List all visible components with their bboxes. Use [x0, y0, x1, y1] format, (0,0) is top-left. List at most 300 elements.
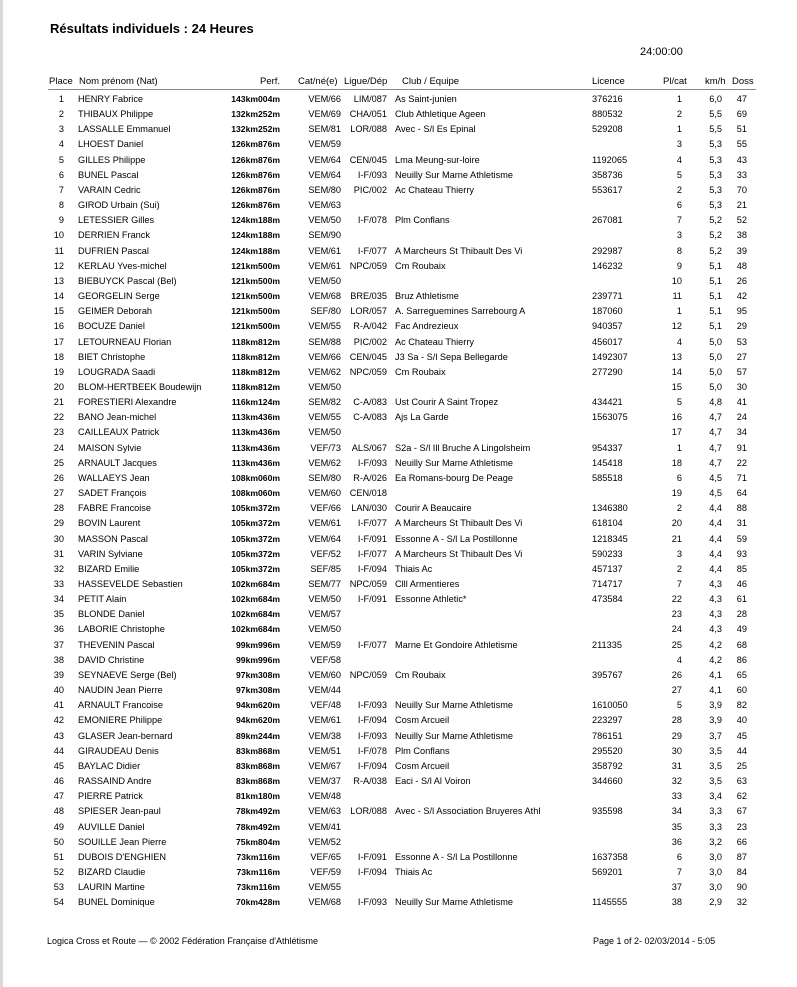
result-ligue: I-F/093: [357, 457, 387, 468]
result-place: 6: [58, 169, 64, 180]
result-name: GIRAUDEAU Denis: [78, 745, 159, 756]
result-speed: 3,4: [709, 791, 722, 802]
result-category: VEM/44: [308, 685, 341, 696]
table-row: [0, 244, 797, 259]
result-licence: 376216: [592, 94, 623, 104]
result-bib: 71: [736, 472, 747, 483]
result-category: VEM/51: [308, 745, 341, 756]
result-bib: 21: [736, 200, 747, 211]
result-licence: 618104: [592, 518, 623, 529]
result-speed: 4,1: [709, 669, 722, 680]
result-ligue: R-A/026: [353, 472, 387, 483]
result-ligue: CHA/051: [349, 109, 387, 120]
result-place-in-category: 13: [671, 351, 682, 362]
result-speed: 3,0: [709, 851, 722, 862]
result-performance: 83km868m: [236, 760, 280, 771]
result-speed: 4,3: [709, 579, 722, 589]
result-club: S2a - S/l Ill Bruche A Lingolsheim: [395, 442, 531, 453]
result-ligue: NPC/059: [349, 579, 387, 589]
result-name: LASSALLE Emmanuel: [78, 124, 171, 135]
result-place-in-category: 6: [676, 851, 682, 862]
result-place: 5: [58, 154, 64, 165]
result-licence: 292987: [592, 245, 623, 256]
result-club: Clll Armentieres: [395, 579, 460, 589]
result-category: SEF/85: [310, 563, 341, 574]
result-bib: 88: [736, 503, 747, 514]
table-row: [0, 607, 797, 622]
result-place-in-category: 15: [671, 381, 682, 392]
result-ligue: I-F/077: [357, 245, 387, 256]
header-place: Place: [49, 76, 73, 87]
result-name: MASSON Pascal: [78, 533, 148, 544]
result-place-in-category: 2: [676, 563, 682, 574]
result-place-in-category: 32: [671, 776, 682, 787]
result-bib: 60: [736, 685, 747, 696]
result-club: Ust Courir A Saint Tropez: [395, 397, 499, 408]
result-bib: 87: [736, 851, 747, 862]
result-speed: 3,0: [709, 866, 722, 877]
result-category: VEM/50: [308, 427, 341, 438]
result-category: VEM/48: [308, 791, 341, 802]
result-name: DUBOIS D'ENGHIEN: [78, 851, 167, 862]
result-ligue: I-F/094: [357, 760, 387, 771]
result-place: 49: [53, 821, 64, 832]
result-bib: 59: [736, 533, 747, 544]
result-performance: 113km436m: [231, 442, 280, 453]
result-speed: 3,3: [709, 806, 722, 817]
result-name: MAISON Sylvie: [78, 442, 142, 453]
header-perf: Perf.: [260, 76, 281, 87]
result-category: VEM/61: [308, 260, 341, 271]
result-place-in-category: 4: [676, 154, 682, 165]
result-club: A Marcheurs St Thibault Des Vi: [395, 245, 523, 256]
result-name: HASSEVELDE Sebastien: [78, 579, 183, 589]
table-row: [0, 183, 797, 198]
result-performance: 113km436m: [231, 427, 280, 438]
table-row: [0, 759, 797, 774]
result-ligue: R-A/038: [353, 776, 387, 787]
result-club: A Marcheurs St Thibault Des Vi: [395, 548, 523, 559]
result-bib: 38: [736, 230, 747, 241]
result-place: 43: [53, 730, 64, 741]
result-place-in-category: 4: [676, 336, 682, 347]
result-licence: 1610050: [592, 700, 628, 711]
result-name: BOVIN Laurent: [78, 518, 141, 529]
result-name: PETIT Alain: [78, 594, 127, 605]
result-ligue: I-F/077: [357, 518, 387, 529]
result-speed: 4,5: [709, 472, 722, 483]
results-table: [0, 92, 797, 910]
result-club: Ajs La Garde: [395, 412, 449, 423]
table-row: [0, 653, 797, 668]
result-licence: 358792: [592, 760, 623, 771]
result-speed: 5,3: [709, 184, 722, 195]
result-ligue: I-F/091: [357, 851, 387, 862]
footer-page-info: Page 1 of 2- 02/03/2014 - 5:05: [593, 936, 716, 946]
result-club: A. Sarreguemines Sarrebourg A: [395, 306, 526, 317]
table-row: [0, 622, 797, 637]
result-category: SEM/88: [308, 336, 341, 347]
result-name: BIZARD Claudie: [78, 866, 146, 877]
result-place: 13: [53, 275, 64, 286]
table-row: [0, 804, 797, 819]
result-club: Cm Roubaix: [395, 669, 446, 680]
result-ligue: NPC/059: [349, 669, 387, 680]
result-performance: 83km868m: [236, 745, 280, 756]
result-place: 8: [58, 200, 64, 211]
result-speed: 3,9: [709, 715, 722, 726]
table-row: [0, 486, 797, 501]
result-place: 28: [53, 503, 64, 514]
result-licence: 473584: [592, 594, 623, 605]
result-bib: 67: [736, 806, 747, 817]
result-speed: 2,9: [709, 897, 722, 908]
result-speed: 5,5: [709, 109, 722, 120]
result-place-in-category: 5: [676, 700, 682, 711]
result-speed: 4,7: [709, 457, 722, 468]
result-ligue: PIC/002: [353, 336, 387, 347]
result-performance: 132km252m: [231, 109, 280, 120]
result-name: PIERRE Patrick: [78, 791, 143, 802]
result-name: GILLES Philippe: [78, 154, 146, 165]
table-row: [0, 592, 797, 607]
result-place: 4: [58, 139, 64, 150]
result-performance: 73km116m: [236, 866, 280, 877]
result-bib: 44: [736, 745, 747, 756]
result-name: LETOURNEAU Florian: [78, 336, 172, 347]
result-place: 21: [53, 397, 64, 408]
result-place: 36: [53, 624, 64, 635]
result-category: VEM/38: [308, 730, 341, 741]
table-row: [0, 395, 797, 410]
result-performance: 105km372m: [231, 548, 280, 559]
result-place: 25: [53, 457, 64, 468]
result-performance: 105km372m: [231, 518, 280, 529]
result-bib: 91: [736, 442, 747, 453]
result-licence: 223297: [592, 715, 623, 726]
result-category: SEF/80: [310, 306, 341, 317]
page-title: Résultats individuels : 24 Heures: [50, 21, 254, 36]
result-place: 34: [53, 594, 64, 605]
result-category: SEM/82: [308, 397, 341, 408]
result-place-in-category: 26: [671, 669, 682, 680]
result-place-in-category: 20: [671, 518, 682, 529]
table-row: [0, 820, 797, 835]
header-plcat: Pl/cat: [663, 76, 687, 87]
result-ligue: CEN/018: [349, 488, 387, 499]
table-row: [0, 122, 797, 137]
result-club: Essonne Athletic*: [395, 594, 467, 605]
result-ligue: LAN/030: [351, 503, 387, 514]
result-licence: 553617: [592, 184, 623, 195]
result-bib: 86: [736, 654, 747, 665]
result-licence: 187060: [592, 306, 623, 317]
result-place: 33: [53, 579, 64, 589]
result-name: CAILLEAUX Patrick: [78, 427, 160, 438]
result-bib: 23: [736, 821, 747, 832]
table-row: [0, 319, 797, 334]
result-licence: 344660: [592, 776, 623, 787]
result-club: Essonne A - S/l La Postillonne: [395, 851, 518, 862]
result-bib: 41: [736, 397, 747, 408]
result-name: ARNAULT Francoise: [78, 700, 163, 711]
table-row: [0, 153, 797, 168]
result-name: GEIMER Deborah: [78, 306, 153, 317]
result-ligue: I-F/094: [357, 715, 387, 726]
result-club: Neuilly Sur Marne Athletisme: [395, 730, 513, 741]
result-category: VEM/52: [308, 836, 341, 847]
result-ligue: LIM/087: [353, 94, 387, 104]
result-bib: 47: [736, 94, 747, 104]
result-licence: 211335: [592, 639, 622, 650]
result-place: 11: [54, 245, 64, 256]
result-bib: 24: [736, 412, 747, 423]
result-place: 26: [53, 472, 64, 483]
result-name: BUNEL Pascal: [78, 169, 139, 180]
result-name: BUNEL Dominique: [78, 897, 155, 908]
result-speed: 3,9: [709, 700, 722, 711]
table-row: [0, 441, 797, 456]
result-category: VEF/73: [310, 442, 341, 453]
result-place-in-category: 8: [676, 245, 682, 256]
table-row: [0, 501, 797, 516]
result-speed: 3,5: [709, 745, 722, 756]
result-licence: 456017: [592, 336, 623, 347]
result-place: 20: [53, 381, 64, 392]
table-row: [0, 198, 797, 213]
result-performance: 102km684m: [231, 579, 280, 589]
result-place-in-category: 1: [676, 94, 682, 104]
result-performance: 73km116m: [236, 851, 280, 862]
result-performance: 121km500m: [231, 291, 280, 302]
result-bib: 85: [736, 563, 747, 574]
result-place: 37: [53, 639, 64, 650]
result-name: THEVENIN Pascal: [78, 639, 155, 650]
result-category: VEM/64: [308, 169, 341, 180]
result-place-in-category: 12: [671, 321, 682, 332]
result-performance: 118km812m: [231, 381, 280, 392]
result-category: VEM/64: [308, 154, 341, 165]
result-category: SEM/80: [308, 472, 341, 483]
result-place: 47: [53, 791, 64, 802]
table-row: [0, 213, 797, 228]
result-name: VARIN Sylviane: [78, 548, 143, 559]
result-name: SADET François: [78, 488, 147, 499]
result-place-in-category: 3: [676, 548, 682, 559]
result-speed: 5,2: [709, 230, 722, 241]
result-place: 35: [53, 609, 64, 620]
result-place: 54: [53, 897, 64, 908]
result-speed: 5,3: [709, 139, 722, 150]
result-speed: 4,1: [709, 685, 722, 696]
result-performance: 102km684m: [231, 624, 280, 635]
result-speed: 6,0: [709, 94, 722, 104]
table-row: [0, 92, 797, 107]
result-category: VEM/69: [308, 109, 341, 120]
table-row: [0, 228, 797, 243]
result-club: Avec - S/l Es Epinal: [395, 124, 476, 135]
result-place: 41: [53, 700, 64, 711]
result-category: VEF/59: [310, 866, 341, 877]
table-row: [0, 365, 797, 380]
result-club: Ac Chateau Thierry: [395, 336, 474, 347]
result-performance: 99km996m: [236, 654, 280, 665]
result-bib: 53: [736, 336, 747, 347]
result-speed: 3,7: [709, 730, 722, 741]
result-name: BAYLAC Didier: [78, 760, 141, 771]
result-name: BIEBUYCK Pascal (Bel): [78, 275, 177, 286]
result-speed: 4,5: [709, 488, 722, 499]
result-performance: 143km004m: [231, 94, 280, 104]
table-row: [0, 304, 797, 319]
result-performance: 126km876m: [231, 184, 280, 195]
result-place: 40: [53, 685, 64, 696]
result-place: 1: [58, 94, 64, 104]
result-performance: 94km620m: [236, 700, 280, 711]
result-ligue: R-A/042: [353, 321, 387, 332]
result-speed: 4,4: [709, 533, 722, 544]
race-duration: 24:00:00: [640, 46, 683, 58]
result-category: VEM/60: [308, 488, 341, 499]
result-club: Cosm Arcueil: [395, 715, 450, 726]
result-place-in-category: 7: [676, 866, 682, 877]
table-row: [0, 895, 797, 910]
result-name: LETESSIER Gilles: [78, 215, 155, 226]
result-club: Ea Romans-bourg De Peage: [395, 472, 513, 483]
result-speed: 4,4: [709, 503, 722, 514]
table-row: [0, 471, 797, 486]
result-category: VEM/41: [308, 821, 341, 832]
result-club: Neuilly Sur Marne Athletisme: [395, 897, 513, 908]
result-bib: 52: [736, 215, 747, 226]
result-licence: 145418: [592, 457, 623, 468]
result-bib: 31: [736, 518, 747, 529]
result-bib: 45: [736, 730, 747, 741]
result-name: GLASER Jean-bernard: [78, 730, 173, 741]
result-place: 14: [53, 291, 64, 302]
result-category: VEM/63: [308, 200, 341, 211]
result-ligue: I-F/093: [357, 169, 387, 180]
table-row: [0, 668, 797, 683]
result-performance: 105km372m: [231, 533, 280, 544]
result-speed: 4,4: [709, 563, 722, 574]
result-name: FORESTIERI Alexandre: [78, 397, 177, 408]
result-bib: 55: [736, 139, 747, 150]
result-club: As Saint-junien: [395, 94, 457, 104]
result-speed: 5,0: [709, 381, 722, 392]
result-category: VEM/50: [308, 381, 341, 392]
result-category: VEM/67: [308, 760, 341, 771]
result-place: 53: [53, 882, 64, 893]
result-bib: 65: [736, 669, 747, 680]
result-place-in-category: 37: [671, 882, 682, 893]
result-place-in-category: 2: [676, 503, 682, 514]
result-place-in-category: 31: [671, 760, 682, 771]
result-bib: 22: [736, 457, 747, 468]
result-bib: 48: [736, 260, 747, 271]
result-place: 12: [53, 260, 64, 271]
result-ligue: ALS/067: [351, 442, 387, 453]
header-cat: Cat/né(e): [298, 76, 338, 87]
result-ligue: NPC/059: [349, 366, 387, 377]
result-bib: 32: [736, 897, 747, 908]
header-name: Nom prénom (Nat): [79, 76, 158, 87]
result-place-in-category: 5: [676, 397, 682, 408]
result-speed: 5,1: [709, 275, 722, 286]
result-speed: 5,1: [709, 291, 722, 302]
result-category: VEM/66: [308, 94, 341, 104]
result-place-in-category: 16: [671, 412, 682, 423]
result-place-in-category: 25: [671, 639, 682, 650]
result-speed: 5,0: [709, 336, 722, 347]
result-bib: 25: [736, 760, 747, 771]
result-ligue: CEN/045: [349, 351, 387, 362]
result-performance: 94km620m: [236, 715, 280, 726]
table-row: [0, 698, 797, 713]
result-place-in-category: 17: [671, 427, 682, 438]
table-row: [0, 168, 797, 183]
result-licence: 1346380: [592, 503, 628, 514]
table-row: [0, 683, 797, 698]
result-name: BIET Christophe: [78, 351, 146, 362]
result-name: BANO Jean-michel: [78, 412, 157, 423]
result-club: Plm Conflans: [395, 745, 450, 756]
result-ligue: CEN/045: [349, 154, 387, 165]
result-category: VEM/59: [308, 139, 341, 150]
result-speed: 4,3: [709, 624, 722, 635]
result-ligue: I-F/093: [357, 700, 387, 711]
result-speed: 4,4: [709, 548, 722, 559]
result-bib: 51: [736, 124, 747, 135]
result-place: 3: [58, 124, 64, 135]
result-category: VEM/61: [308, 518, 341, 529]
result-performance: 121km500m: [231, 275, 280, 286]
result-place-in-category: 1: [676, 442, 682, 453]
result-bib: 30: [736, 381, 747, 392]
result-bib: 26: [736, 275, 747, 286]
result-place-in-category: 30: [671, 745, 682, 756]
result-place: 22: [53, 412, 64, 423]
result-performance: 70km428m: [236, 897, 280, 908]
result-name: SPIESER Jean-paul: [78, 806, 161, 817]
result-club: Cosm Arcueil: [395, 760, 450, 771]
result-licence: 786151: [592, 730, 623, 741]
result-licence: 1492307: [592, 351, 628, 362]
result-place-in-category: 6: [676, 472, 682, 483]
result-performance: 124km188m: [231, 245, 280, 256]
result-speed: 3,5: [709, 760, 722, 771]
result-ligue: I-F/093: [357, 897, 387, 908]
result-name: NAUDIN Jean Pierre: [78, 685, 163, 696]
table-row: [0, 713, 797, 728]
result-place: 48: [53, 806, 64, 817]
result-ligue: I-F/077: [357, 548, 387, 559]
table-row: [0, 744, 797, 759]
result-place: 38: [53, 654, 64, 665]
result-club: Neuilly Sur Marne Athletisme: [395, 457, 513, 468]
result-category: VEM/64: [308, 533, 341, 544]
result-club: Eaci - S/l Al Voiron: [395, 776, 471, 787]
result-licence: 585518: [592, 472, 623, 483]
result-ligue: I-F/093: [357, 730, 387, 741]
result-licence: 1218345: [592, 533, 628, 544]
result-licence: 1145555: [592, 897, 628, 908]
table-row: [0, 835, 797, 850]
table-row: [0, 638, 797, 653]
result-place: 16: [53, 321, 64, 332]
result-place-in-category: 23: [671, 609, 682, 620]
result-licence: 434421: [592, 397, 623, 408]
